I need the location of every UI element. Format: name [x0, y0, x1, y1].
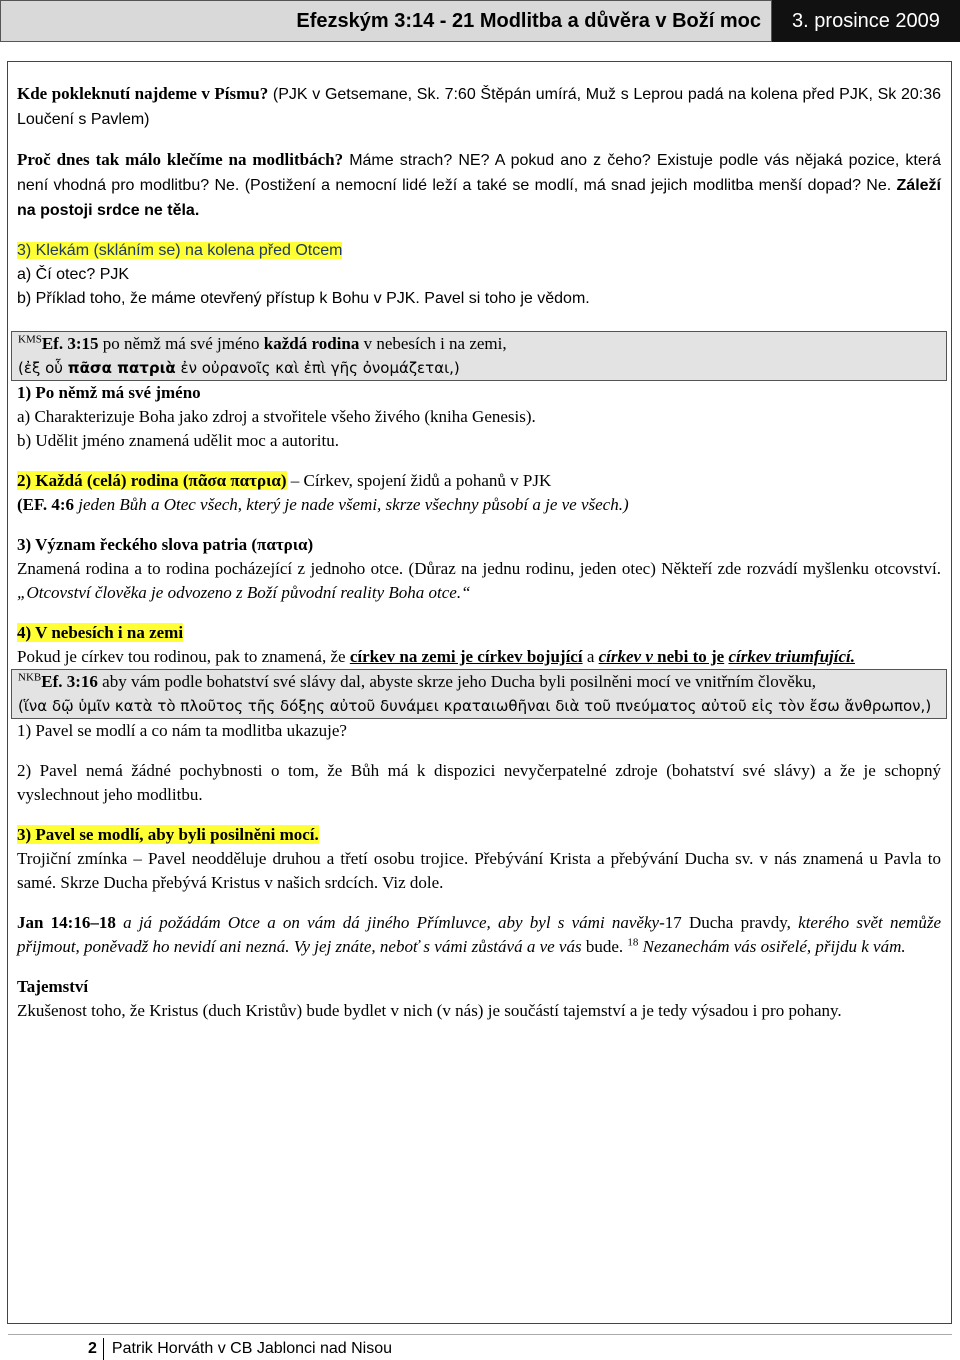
verse-3-15: $^{KMS}$Ef. 3:15 po němž má své jméno každá rodina v nebesích i na zemi, [18, 333, 507, 353]
footer-author: Patrik Horváth v CB Jablonci nad Nisou [111, 1340, 393, 1358]
page-footer [88, 1338, 392, 1360]
question-3-heading: 3) Pavel se modlí, aby byli posilněni mocí. [17, 825, 319, 844]
page-number: 2 [88, 1340, 97, 1358]
john-14-quote: Jan 14:16–18 a já požádám Otce a on vám dá jiného Přímluvce, aby byl s vámi navěky-17 Ducha pravdy, kterého svět nemůže přijmout, poněvadž ho nevidí ani nezná. Vy jej znáte, neboť s vámi zůstává a ve vás bude. $^{18}$ Nezanechám vás osiřelé, přijdu k vám. [17, 913, 941, 956]
verse-3-15-greek: (ἐξ οὗ πᾶσα πατριὰ ἐν οὐρανοῖς καὶ ἐπὶ γῆς ὀνομάζεται,) [18, 359, 460, 377]
point-2: 2) Každá (celá) rodina (πᾶσα πατρια) – Církev, spojení židů a pohanů v PJK [17, 471, 552, 490]
point-1-heading: 1) Po němž má své jméno [17, 383, 201, 402]
page-header [0, 0, 960, 42]
mystery-text: Zkušenost toho, že Kristus (duch Kristův) bude bydlet v nich (v nás) je součástí tajemství a je tedy výsadou i pro pohany. [17, 1001, 842, 1020]
point-2-quote: (EF. 4:6 jeden Bůh a Otec všech, který je nade všemi, skrze všechny působí a je ve všech.) [17, 495, 629, 514]
point-4-heading: 4) V nebesích i na zemi [17, 623, 184, 642]
kneeling-paragraph: Kde pokleknutí najdeme v Písmu? (PJK v Getsemane, Sk. 7:60 Štěpán umírá, Muž s Leprou padá na kolena před PJK, Sk 20:36 Loučení s Pavlem) [17, 84, 942, 128]
point-2-heading: 2) Každá (celá) rodina (πᾶσα πατρια) [17, 471, 287, 490]
point-1-a: a) Charakterizuje Boha jako zdroj a stvořitele všeho živého (kniha Genesis). [17, 407, 536, 426]
section-3-heading: 3) Klekám (skláním se) na kolena před Otcem [17, 242, 343, 259]
section-3 [17, 239, 941, 263]
mystery-heading: Tajemství [17, 977, 89, 996]
verse-ref: Ef. 3:15 [41, 334, 99, 353]
verse-3-16: $^{NKB}$Ef. 3:16 aby vám podle bohatství své slávy dal, abyste skrze jeho Ducha byli posilněni mocí ve vnitřním člověku, [18, 671, 816, 691]
section-3-a: a) Čí otec? PJK [17, 266, 130, 283]
section-3-b: b) Příklad toho, že máme otevřený přístup k Bohu v PJK. Pavel si toho je vědom. [17, 290, 590, 307]
verse-3-15-box [11, 331, 947, 381]
verse-ref: Ef. 3:16 [41, 672, 98, 691]
document-date: 3. prosince 2009 [772, 0, 960, 42]
question-3-text: Trojiční zmínka – Pavel neodděluje druhou a třetí osobu trojice. Přebývání Krista a přebývání Ducha sv. v nás znamená u Pavla to samé. Skrze Ducha přebývá Kristus v našich srdcích. Viz dole. [17, 849, 941, 892]
point-3-text: Znamená rodina a to rodina pocházející z jednoho otce. (Důraz na jednu rodinu, jeden otec) Někteří zde rozvádí myšlenku otcovství. „Otcovství člověka je odvozeno z Boží původní reality Boha otce.“ [17, 559, 941, 602]
document-body [17, 82, 941, 1023]
question-2: 2) Pavel nemá žádné pochybnosti o tom, že Bůh má k dispozici nevyčerpatelné zdroje (bohatství své slávy) a že je schopný vyslechnout jeho modlitbu. [17, 761, 941, 804]
footer-divider [8, 1334, 952, 1335]
footer-separator [103, 1338, 104, 1360]
point-3-heading: 3) Význam řeckého slova patria (πατρια) [17, 535, 314, 554]
question-1: 1) Pavel se modlí a co nám ta modlitba ukazuje? [17, 721, 347, 740]
kneeling-question: Kde pokleknutí najdeme v Písmu? [17, 84, 269, 103]
why-paragraph: Proč dnes tak málo klečíme na modlitbách? Máme strach? NE? A pokud ano z čeho? Existuje podle vás nějaká pozice, která není vhodná pro modlitbu? Ne. (Postižení a nemocní lidé leží a také se modlí, má snad jejich modlitba menší dopad? Ne. Záleží na postoji srdce ne těla. [17, 150, 941, 219]
point-4-text: Pokud je církev tou rodinou, pak to znamená, že církev na zemi je církev bojující a církev v nebi to je církev triumfující. [17, 647, 855, 666]
document-title: Efezským 3:14 - 21 Modlitba a důvěra v Boží moc [0, 0, 772, 42]
verse-3-16-greek: (ἵνα δῷ ὑμῖν κατὰ τὸ πλοῦτος τῆς δόξης αὐτοῦ δυνάμει κραταιωθῆναι διὰ τοῦ πνεύματος αὐτοῦ εἰς τὸν ἔσω ἄνθρωπον,) [18, 697, 932, 715]
point-1-b: b) Udělit jméno znamená udělit moc a autoritu. [17, 431, 339, 450]
verse-3-16-box [11, 669, 947, 719]
why-question: Proč dnes tak málo klečíme na modlitbách? [17, 150, 344, 169]
heart-posture: Záleží na postoji srdce ne těla. [17, 177, 941, 219]
